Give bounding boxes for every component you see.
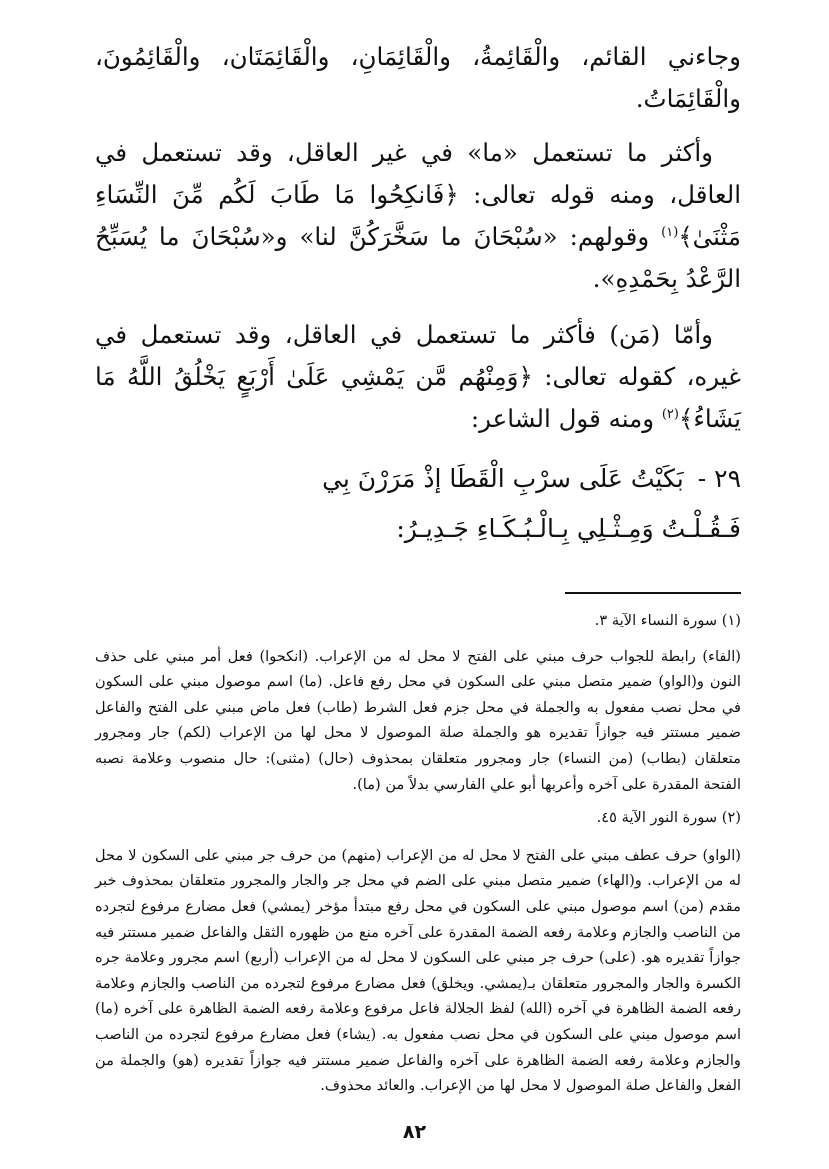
footnote-divider [565, 592, 741, 594]
paragraph-examples: وجاءني القائم، والْقَائِمةُ، والْقَائِمَانِ، والْقَائِمَتَان، والْقَائِمُونَ، والْقَائِمَاتُ. [95, 42, 741, 113]
main-text [95, 36, 741, 554]
footnote-ref-1: (١) [661, 224, 679, 240]
footnotes [95, 608, 741, 1099]
paragraph-ma-text: وأكثر ما تستعمل «ما» في غير العاقل، وقد تستعمل في العاقل، ومنه قوله تعالى: ﴿فَانكِحُوا مَا طَابَ لَكُم مِّنَ النِّسَاءِ مَثْنَىٰ﴾ [95, 138, 741, 251]
paragraph-man-usage [95, 314, 741, 440]
poem-verse [95, 454, 741, 554]
verse-first-hemistich [95, 454, 741, 504]
page-number: ٨٢ [402, 1121, 427, 1143]
paragraph-man-text: وأمّا (مَن) فأكثر ما تستعمل في العاقل، وقد تستعمل في غيره، كقوله تعالى: ﴿وَمِنْهُم مَّن يَمْشِي عَلَىٰ أَرْبَعٍ يَخْلُقُ اللَّهُ مَا يَشَاءُ﴾ [95, 320, 741, 433]
verse-line-1-text: بَكَيْتُ عَلَى سرْبِ الْقَطَا إذْ مَرَرْنَ بِي [322, 464, 684, 493]
footnote-1-body: (الفاء) رابطة للجواب حرف مبني على الفتح لا محل له من الإعراب. (انكحوا) فعل أمر مبني على حذف النون و(الواو) ضمير متصل مبني على السكون في محل رفع فاعل. (ما) اسم موصول مبني على السكون في محل نصب مفعول به والجملة في محل جزم فعل الشرط (طاب) فعل ماض مبني على الفتح والفاعل ضمير مستتر فيه جوازاً تقديره هو والجملة صلة الموصول لا محل لها من الإعراب (لكم) جار ومجرور متعلقان (بطاب) (من النساء) جار ومجرور متعلقان بمحذوف (حال) (مثنى): حال منصوب وعلامة نصبه الفتحة المقدرة على آخره وأعربها أبو علي الفارسي بدلاً من (ما). [95, 647, 741, 793]
paragraph-ma-tail: وقولهم: «سُبْحَانَ ما سَخَّرَكُنَّ لنا» و«سُبْحَانَ ما يُسَبِّحُ الرَّعْدُ بِحَمْدِهِ». [95, 222, 741, 293]
book-page [95, 36, 741, 1129]
verse-number: ٢٩ - [697, 464, 741, 493]
footnote-1-title: (١) سورة النساء الآية ٣. [594, 612, 741, 629]
footnote-2-body: (الواو) حرف عطف مبني على الفتح لا محل له من الإعراب (منهم) من حرف جر مبني على السكون لا محل له من الإعراب. و(الهاء) ضمير متصل مبني على الضم في محل جر والجار والمجرور متعلقان بمحذوف خبر مقدم (من) اسم موصول مبني على السكون في محل رفع مبتدأ مؤخر (يمشي) فعل مضارع مرفوع لتجرده من الناصب والجازم وعلامة رفعه الضمة المقدرة على آخره منع من ظهوره الثقل والفاعل ضمير مستتر فيه جوازاً تقديره هو. (على) حرف جر مبني على السكون لا محل له من الإعراب (أربع) اسم مجرور وعلامة جره الكسرة والجار والمجرور متعلقان بـ(يمشي. ويخلق) فعل مضارع مرفوع لتجرده من الناصب والجازم وعلامة رفعه الضمة الظاهرة في آخره (الله) لفظ الجلالة فاعل مرفوع وعلامة رفعه الضمة الظاهرة على آخره (ما) اسم موصول مبني على السكون في محل نصب مفعول به. (يشاء) فعل مضارع مرفوع لتجرده من الناصب والجازم وعلامة رفعه الضمة الظاهرة على آخره والفاعل ضمير مستتر فيه جوازاً تقديره (هو) والجملة من الفعل والفاعل صلة الموصول لا محل لها من الإعراب. والعائد محذوف. [95, 846, 741, 1095]
footnote-2-title: (٢) سورة النور الآية ٤٥. [596, 809, 741, 827]
paragraph-ma-usage [95, 132, 741, 300]
paragraph-man-tail: ومنه قول الشاعر: [470, 404, 662, 433]
verse-second-hemistich: فَـقُـلْـتُ وَمِـثْـلِي بِـالْـبُـكَـاءِ جَـدِيـرُ: [396, 514, 741, 543]
footnote-ref-2: (٢) [661, 406, 679, 422]
